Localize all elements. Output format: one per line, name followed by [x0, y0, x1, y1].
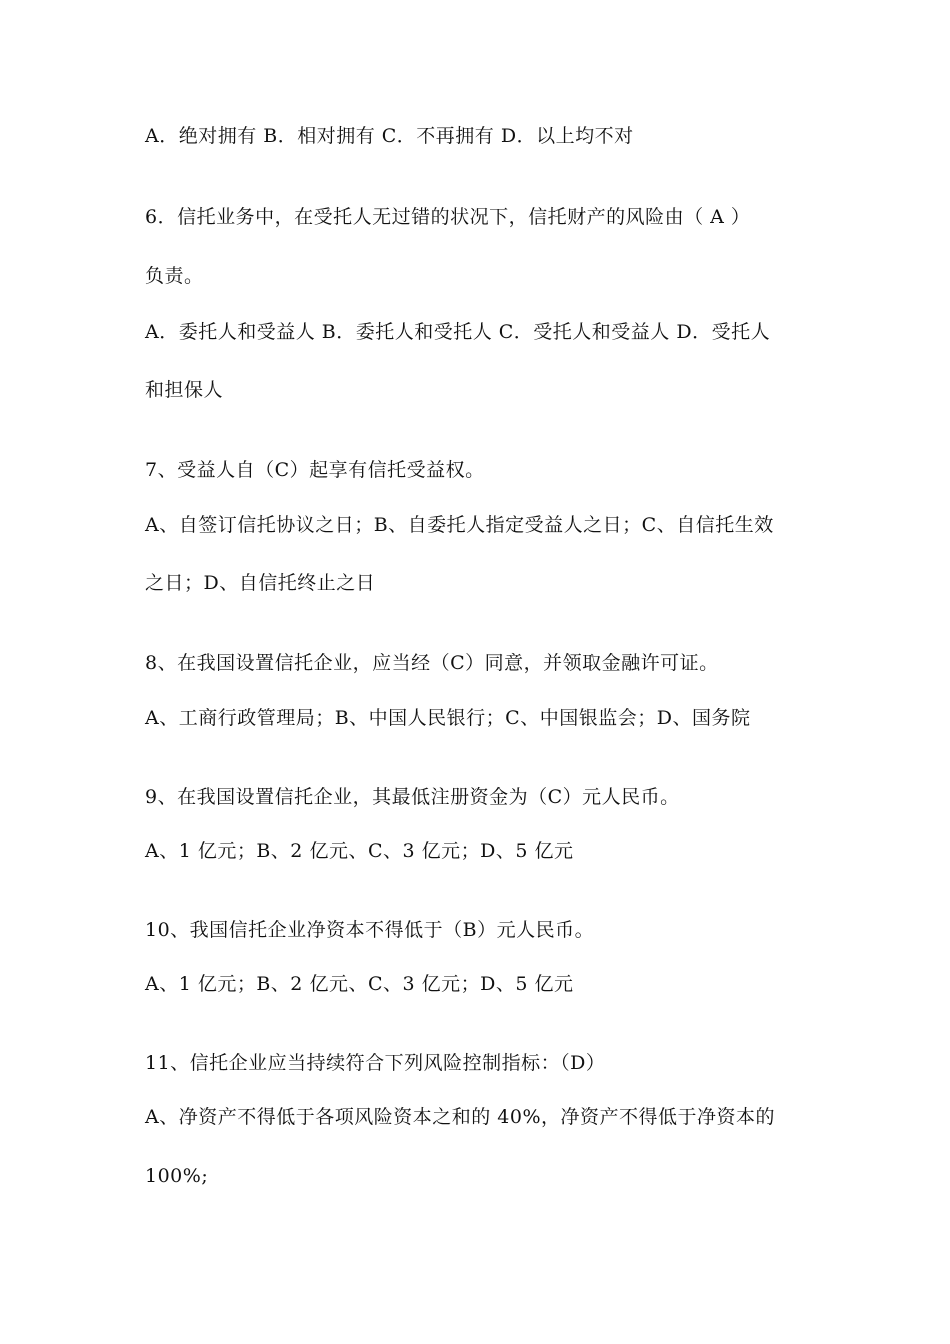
q6-question: 6．信托业务中，在受托人无过错的状况下，信托财产的风险由（ A ） — [145, 206, 751, 228]
q7-options: A、自签订信托协议之日；B、自委托人指定受益人之日；C、自信托生效 — [145, 514, 774, 536]
q6-question-cont: 负责。 — [145, 265, 204, 287]
q8-question: 8、在我国设置信托企业，应当经（C）同意，并领取金融许可证。 — [145, 652, 719, 674]
q7-options-cont: 之日；D、自信托终止之日 — [145, 572, 376, 594]
q9-question: 9、在我国设置信托企业，其最低注册资金为（C）元人民币。 — [145, 786, 680, 808]
q5-options: A．绝对拥有 B．相对拥有 C．不再拥有 D．以上均不对 — [145, 125, 634, 147]
q11-option-a-cont: 100%; — [145, 1165, 209, 1187]
q11-option-a: A、净资产不得低于各项风险资本之和的 40%，净资产不得低于净资本的 — [145, 1106, 775, 1128]
q9-options: A、1 亿元；B、2 亿元、C、3 亿元；D、5 亿元 — [145, 840, 574, 862]
q10-options: A、1 亿元；B、2 亿元、C、3 亿元；D、5 亿元 — [145, 973, 574, 995]
q11-question: 11、信托企业应当持续符合下列风险控制指标：（D） — [145, 1052, 606, 1074]
q6-options: A．委托人和受益人 B．委托人和受托人 C．受托人和受益人 D．受托人 — [145, 321, 771, 343]
q8-options: A、工商行政管理局；B、中国人民银行；C、中国银监会；D、国务院 — [145, 707, 751, 729]
q6-options-cont: 和担保人 — [145, 379, 224, 401]
q7-question: 7、受益人自（C）起享有信托受益权。 — [145, 459, 485, 481]
q10-question: 10、我国信托企业净资本不得低于（B）元人民币。 — [145, 919, 595, 941]
